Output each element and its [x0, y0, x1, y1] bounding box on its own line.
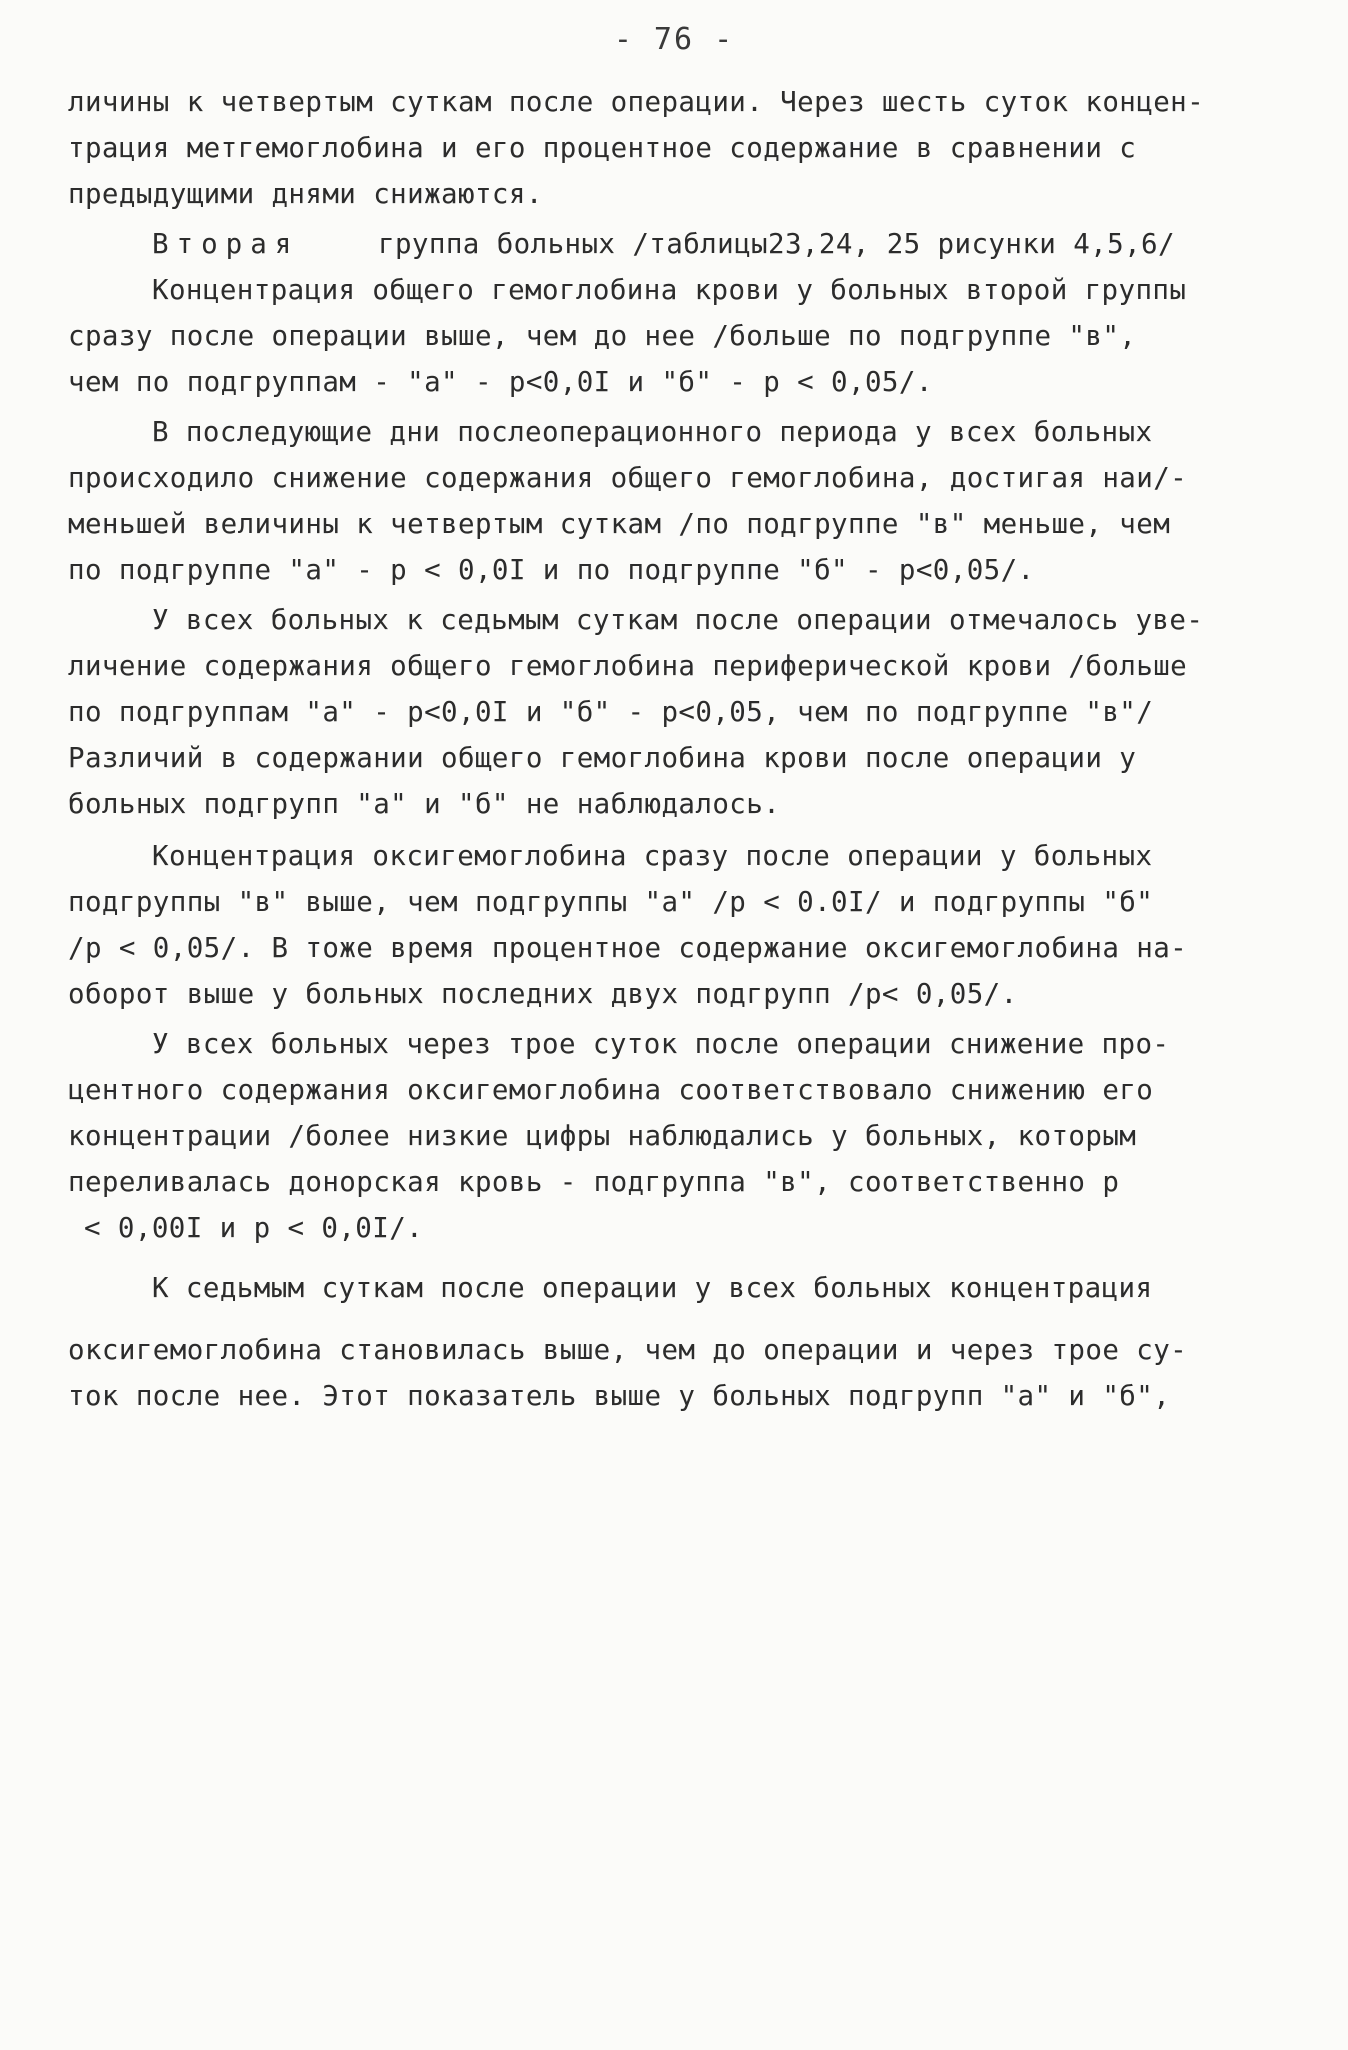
text-line: происходило снижение содержания общего гемоглобина, достигая наи/- — [68, 462, 1188, 494]
text-line: предыдущими днями снижаются. — [68, 178, 543, 210]
text-line: личение содержания общего гемоглобина периферической крови /больше — [68, 650, 1188, 682]
text-line: больных подгрупп "а" и "б" не наблюдалось. — [68, 788, 781, 820]
text-line: В последующие дни послеоперационного периода у всех больных — [152, 416, 1153, 448]
text-line: центного содержания оксигемоглобина соответствовало снижению его — [68, 1074, 1154, 1106]
text-line: У всех больных к седьмым суткам после операции отмечалось уве- — [152, 604, 1204, 636]
text-line: сразу после операции выше, чем до нее /больше по подгруппе "в", — [68, 320, 1137, 352]
text-line: переливалась донорская кровь - подгруппа "в", соответственно р — [68, 1166, 1120, 1198]
text-line: Концентрация общего гемоглобина крови у больных второй группы — [152, 274, 1187, 306]
page-number: - 76 - — [613, 22, 735, 57]
text-line: по подгруппам "а" - р<0,0I и "б" - р<0,05, чем по подгруппе "в"/ — [68, 696, 1154, 728]
text-line: Концентрация оксигемоглобина сразу после операции у больных — [152, 840, 1153, 872]
text-line: группа больных /таблицы23,24, 25 рисунки 4,5,6/ — [378, 228, 1175, 260]
text-line: /р < 0,05/. В тоже время процентное содержание оксигемоглобина на- — [68, 932, 1188, 964]
text-line: личины к четвертым суткам после операции. Через шесть суток концен- — [68, 86, 1205, 118]
text-line: Различий в содержании общего гемоглобина крови после операции у — [68, 742, 1137, 774]
text-line: оборот выше у больных последних двух подгрупп /р< 0,05/. — [68, 978, 1018, 1010]
text-line: трация метгемоглобина и его процентное содержание в сравнении с — [68, 132, 1137, 164]
text-line: меньшей величины к четвертым суткам /по подгруппе "в" меньше, чем — [68, 508, 1171, 540]
text-line: подгруппы "в" выше, чем подгруппы "а" /р < 0.0I/ и подгруппы "б" — [68, 886, 1154, 918]
text-line: У всех больных через трое суток после операции снижение про- — [152, 1028, 1170, 1060]
text-line: оксигемоглобина становилась выше, чем до операции и через трое су- — [68, 1334, 1188, 1366]
text-line: К седьмым суткам после операции у всех больных концентрация — [152, 1272, 1153, 1304]
section-heading: Вторая — [152, 228, 300, 260]
text-line: < 0,00I и р < 0,0I/. — [84, 1212, 424, 1244]
text-line: ток после нее. Этот показатель выше у больных подгрупп "а" и "б", — [68, 1380, 1171, 1412]
text-line: по подгруппе "а" - р < 0,0I и по подгруппе "б" - р<0,05/. — [68, 554, 1035, 586]
text-line: концентрации /более низкие цифры наблюдались у больных, которым — [68, 1120, 1137, 1152]
text-line: чем по подгруппам - "а" - р<0,0I и "б" - р < 0,05/. — [68, 366, 933, 398]
